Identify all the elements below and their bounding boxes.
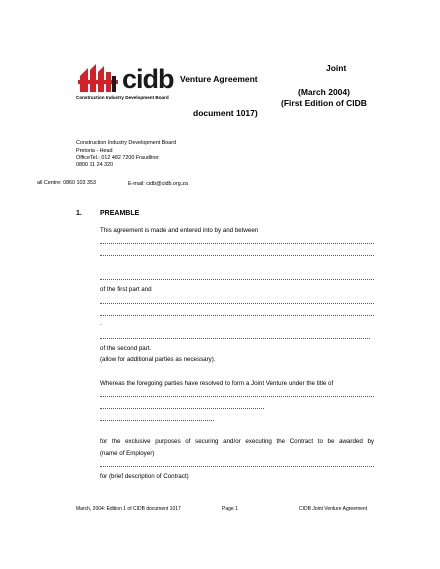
body-second-part: of the second part. — [100, 345, 152, 352]
title-date: (March 2004) — [298, 87, 350, 97]
logo-word: cidb — [122, 64, 174, 94]
footer-edition: March, 2004: Edition 1 of CIDB document 1017 — [76, 506, 181, 512]
cidb-logo — [76, 62, 188, 106]
logo-caption: Construction Industry Development Board — [76, 95, 169, 100]
section-number: 1. — [76, 210, 82, 217]
body-intro: This agreement is made and entered into by and between — [100, 227, 259, 234]
fill-line[interactable] — [100, 279, 374, 280]
fill-line[interactable] — [100, 243, 374, 244]
body-whereas: Whereas the foregoing parties have resolved to form a Joint Venture under the title of — [100, 380, 334, 387]
fill-line[interactable] — [100, 255, 374, 256]
fill-line[interactable] — [100, 315, 374, 316]
body-additional-parties: (allow for additional parties as necessary). — [100, 356, 216, 363]
fill-line[interactable] — [100, 466, 374, 467]
contact-email: E-mail: cidb@cidb.org.za — [128, 181, 188, 187]
fill-line[interactable] — [100, 408, 264, 409]
body-first-part: of the first part and — [100, 286, 152, 293]
contact-call-centre: all Centre: 0860 103 353 — [37, 180, 97, 186]
contact-line-1: Construction Industry Development Board — [76, 140, 177, 146]
contact-line-3: OfficeTel.: 012 482 7200 Fraudline: — [76, 155, 160, 161]
contact-line-4: 0800 11 24 320 — [76, 162, 114, 168]
body-employer: (name of Employer) — [100, 450, 155, 457]
body-exclusive-purposes: for the exclusive purposes of securing and/or executing the Contract to be awarded by — [100, 438, 374, 445]
body-contract-description: for (brief description of Contract) — [100, 473, 189, 480]
body-period: . — [100, 320, 102, 327]
section-title: PREAMBLE — [100, 210, 140, 217]
title-edition: (First Edition of CIDB — [281, 98, 367, 108]
footer-document-title: CIDB Joint Venture Agreement — [299, 506, 368, 512]
fill-line[interactable] — [100, 338, 370, 339]
fill-line[interactable] — [100, 396, 374, 397]
title-joint: Joint — [326, 63, 347, 73]
title-venture-agreement: Venture Agreement — [180, 74, 258, 84]
fill-line[interactable] — [100, 303, 374, 304]
footer-page-number: Page 1 — [222, 506, 238, 512]
contact-line-2: Pretoria - Head — [76, 148, 113, 154]
title-document: document 1017) — [193, 108, 258, 118]
fill-line[interactable] — [100, 420, 214, 421]
